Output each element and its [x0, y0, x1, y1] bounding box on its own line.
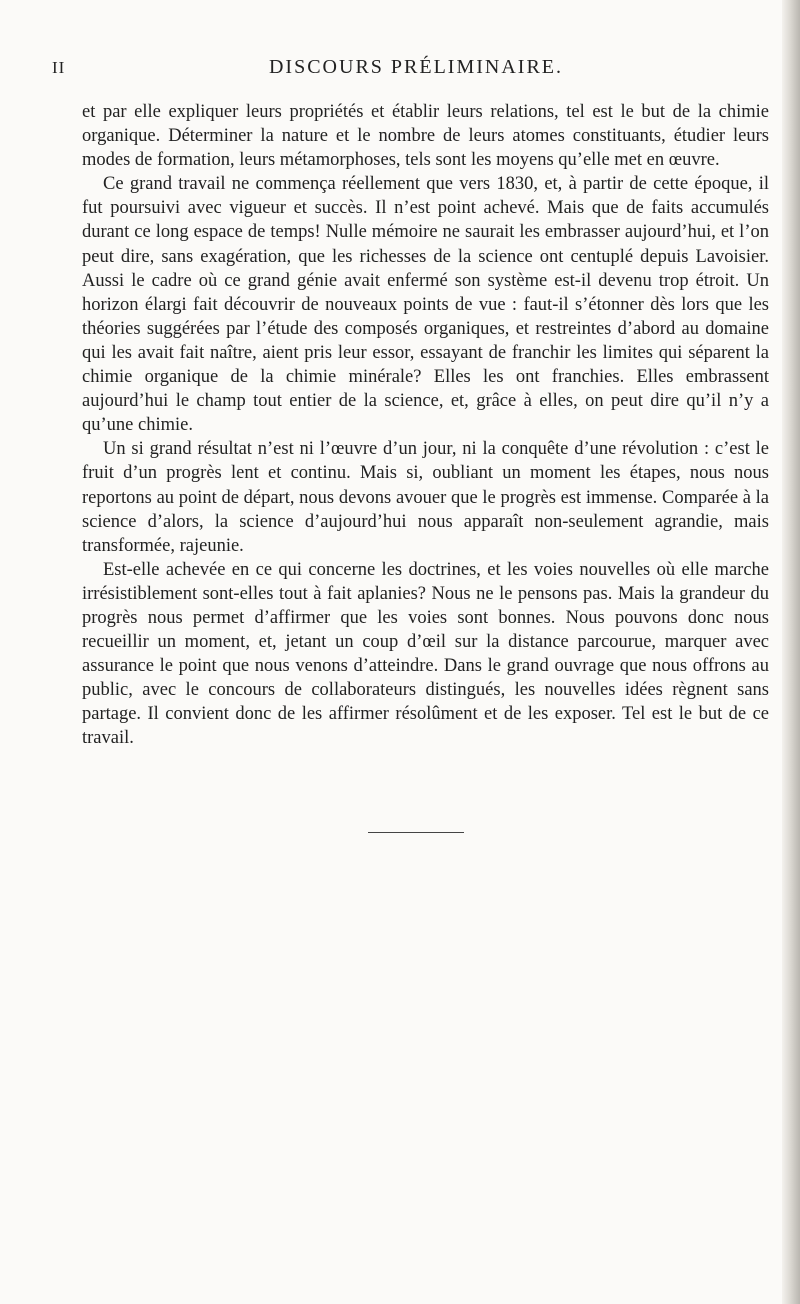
page-number: II — [52, 58, 66, 77]
closing-rule — [368, 832, 464, 833]
running-title: DISCOURS PRÉLIMINAIRE. — [268, 56, 564, 78]
paragraph-1: et par elle expliquer leurs propriétés et établir leurs relations, tel est le but de la chimie organique. Déterminer la nature et le nombre de leurs atomes constituants, étudier leurs modes de formation, leurs métamorphoses, tels sont les moyens qu’elle met en œuvre. — [82, 102, 769, 171]
body-text — [82, 100, 769, 751]
page-edge-shadow — [782, 0, 800, 1304]
paragraph-3: Un si grand résultat n’est ni l’œuvre d’un jour, ni la conquête d’une révolution : c’est le fruit d’un progrès lent et continu. Mais si, oubliant un moment les étapes, nous nous reportons au point de départ, nous devons avouer que le progrès est immense. Comparée à la science d’alors, la science d’aujourd’hui nous apparaît non-seulement agrandie, mais transformée, rajeunie. — [82, 439, 769, 556]
paragraph-4: Est-elle achevée en ce qui concerne les doctrines, et les voies nouvelles où elle marche irrésistiblement sont-elles tout à fait aplanies? Nous ne le pensons pas. Mais la grandeur du progrès nous permet d’affirmer que les voies sont bonnes. Nous pouvons donc nous recueillir un moment, et, jetant un coup d’œil sur la distance parcourue, marquer avec assurance le point que nous venons d’atteindre. Dans le grand ouvrage que nous offrons au public, avec le concours de collaborateurs distingués, les nouvelles idées règnent sans partage. Il convient donc de les affirmer résolûment et de les exposer. Tel est le but de ce travail. — [82, 559, 769, 749]
paragraph-2: Ce grand travail ne commença réellement que vers 1830, et, à partir de cette époque, il fut poursuivi avec vigueur et succès. Il n’est point achevé. Mais que de faits accumulés durant ce long espace de temps! Nulle mémoire ne saurait les embrasser aujourd’hui, et l’on peut dire, sans exagération, que les richesses de la science ont centuplé depuis Lavoisier. Aussi le cadre où ce grand génie avait enfermé son système est-il devenu trop étroit. Un horizon élargi fait découvrir de nouveaux points de vue : faut-il s’étonner dès lors que les théories suggérées par l’étude des composés organiques, et restreintes d’abord au domaine qui les avait fait naître, aient pris leur essor, essayant de franchir les limites qui séparent la chimie organique de la chimie minérale? Elles les ont franchies. Elles embrassent aujourd’hui le champ tout entier de la science, et, grâce à elles, on peut dire qu’il n’y a qu’une chimie. — [82, 174, 769, 436]
